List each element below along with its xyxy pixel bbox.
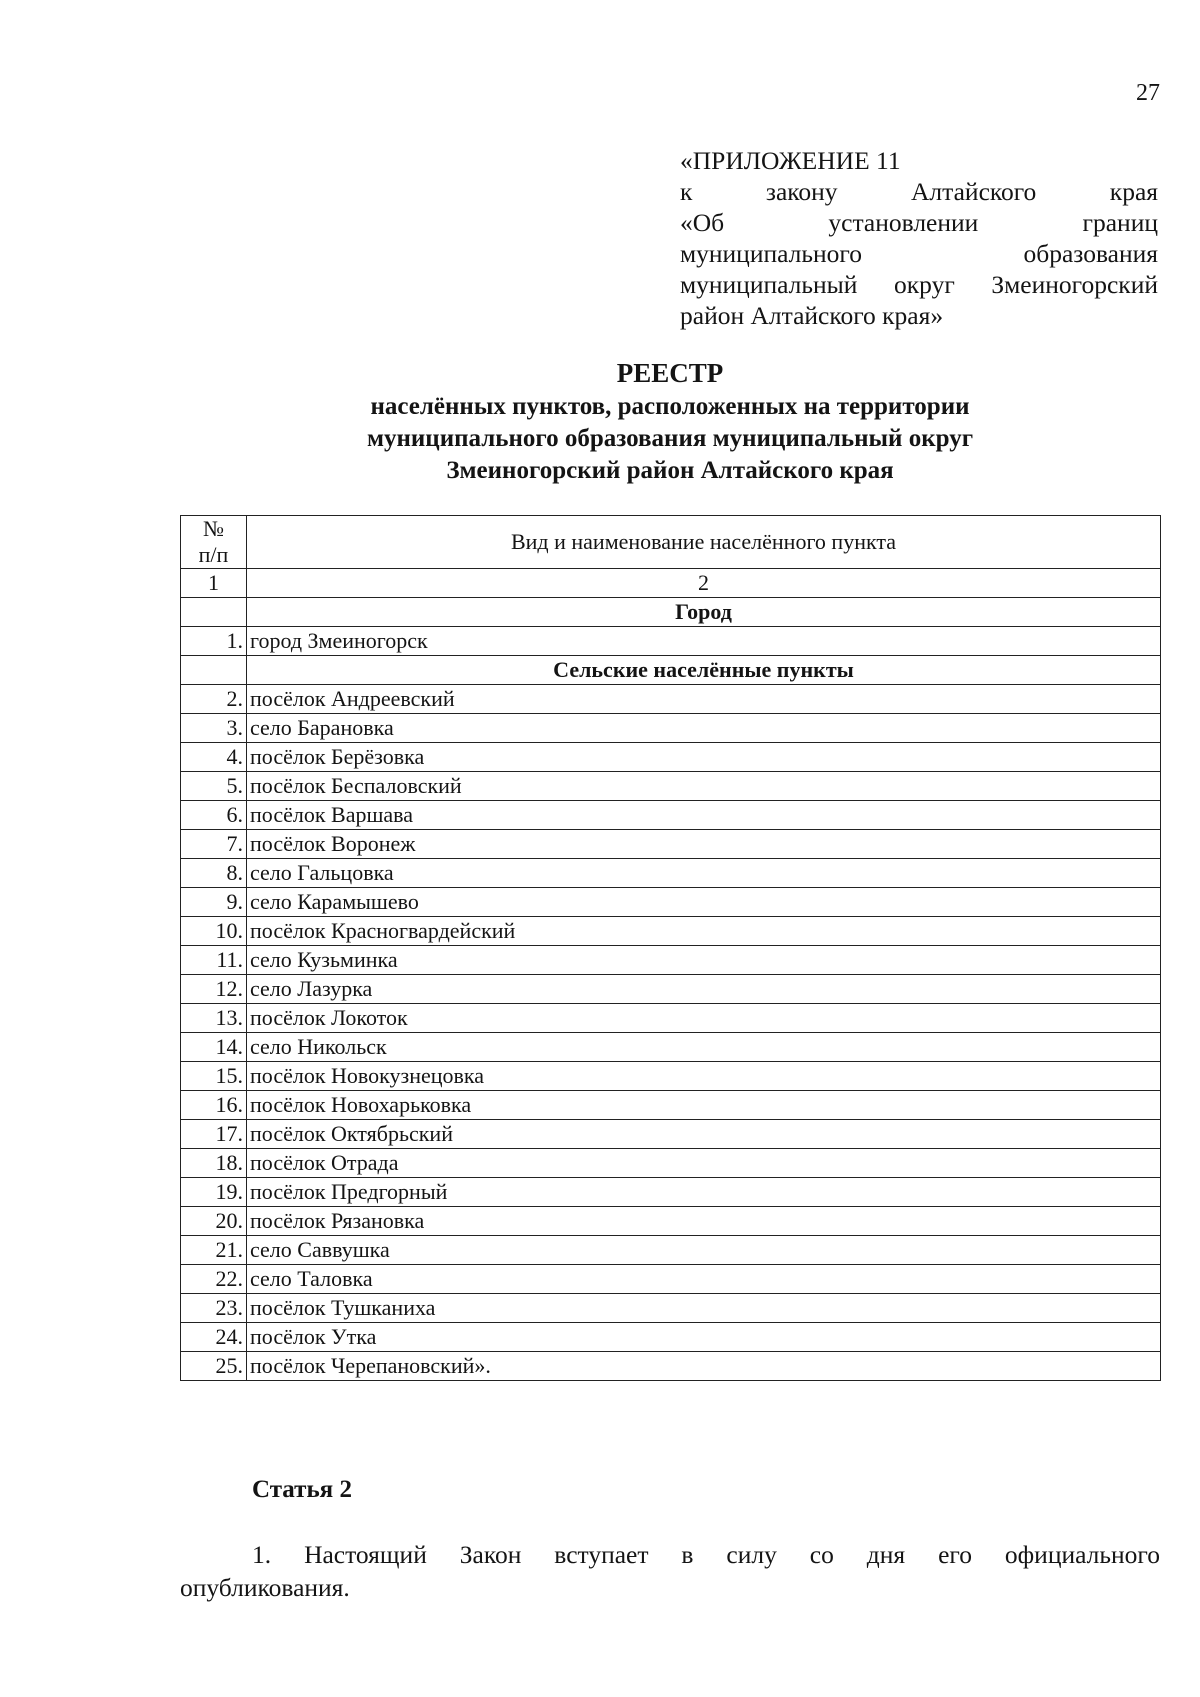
row-number: 13. [181, 1004, 247, 1033]
table-row [181, 1033, 1161, 1062]
row-number: 21. [181, 1236, 247, 1265]
article-heading: Статья 2 [252, 1476, 352, 1503]
table-header-row [181, 516, 1161, 569]
settlement-name: посёлок Воронеж [247, 830, 1161, 859]
table-row [181, 859, 1161, 888]
empty-cell [181, 598, 247, 627]
registry-title-line: Змеиногорский район Алтайского края [446, 457, 894, 484]
settlement-name: село Карамышево [247, 888, 1161, 917]
settlement-name: посёлок Красногвардейский [247, 917, 1161, 946]
settlement-name: село Таловка [247, 1265, 1161, 1294]
row-number: 7. [181, 830, 247, 859]
column-number: 2 [247, 569, 1161, 598]
header-name: Вид и наименование населённого пункта [247, 516, 1161, 569]
row-number: 4. [181, 743, 247, 772]
settlement-name: посёлок Новохарьковка [247, 1091, 1161, 1120]
settlement-name: село Лазурка [247, 975, 1161, 1004]
table-row [181, 714, 1161, 743]
table-row [181, 946, 1161, 975]
settlement-name: посёлок Тушканиха [247, 1294, 1161, 1323]
settlement-name: посёлок Рязановка [247, 1207, 1161, 1236]
settlement-name: село Кузьминка [247, 946, 1161, 975]
column-number-row [181, 569, 1161, 598]
row-number: 18. [181, 1149, 247, 1178]
table-row [181, 917, 1161, 946]
row-number: 16. [181, 1091, 247, 1120]
appendix-line: к закону Алтайского края [680, 177, 1158, 206]
appendix-line: «ПРИЛОЖЕНИЕ 11 [680, 146, 901, 175]
row-number: 3. [181, 714, 247, 743]
table-row [181, 830, 1161, 859]
appendix-line: муниципального образования [680, 239, 1158, 268]
row-number: 17. [181, 1120, 247, 1149]
row-number: 1. [181, 627, 247, 656]
settlement-name: посёлок Андреевский [247, 685, 1161, 714]
row-number: 20. [181, 1207, 247, 1236]
table-row [181, 685, 1161, 714]
section-row-rural [181, 656, 1161, 685]
table-row [181, 1207, 1161, 1236]
table-row [181, 1091, 1161, 1120]
row-number: 10. [181, 917, 247, 946]
table-row [181, 1265, 1161, 1294]
settlement-name: посёлок Локоток [247, 1004, 1161, 1033]
appendix-note [680, 145, 1158, 331]
settlement-name: посёлок Черепановский». [247, 1352, 1161, 1381]
table-row [181, 1323, 1161, 1352]
settlement-name: село Никольск [247, 1033, 1161, 1062]
settlement-name: посёлок Варшава [247, 801, 1161, 830]
table-row [181, 772, 1161, 801]
row-number: 14. [181, 1033, 247, 1062]
row-number: 19. [181, 1178, 247, 1207]
row-number: 22. [181, 1265, 247, 1294]
header-number-abbr: п/п [198, 542, 229, 567]
table-row [181, 888, 1161, 917]
empty-cell [181, 656, 247, 685]
settlements-table [180, 515, 1161, 1381]
settlement-name: село Барановка [247, 714, 1161, 743]
registry-title-line: населённых пунктов, расположенных на территории [370, 393, 970, 420]
paragraph-line: 1. Настоящий Закон вступает в силу со дня его официального [252, 1540, 1160, 1569]
settlement-name: посёлок Новокузнецовка [247, 1062, 1161, 1091]
row-number: 11. [181, 946, 247, 975]
settlement-name: город Змеиногорск [247, 627, 1161, 656]
table-row [181, 1062, 1161, 1091]
column-number: 1 [181, 569, 247, 598]
settlement-name: посёлок Берёзовка [247, 743, 1161, 772]
registry-title-line: муниципального образования муниципальный округ [366, 425, 974, 452]
row-number: 24. [181, 1323, 247, 1352]
table-row [181, 743, 1161, 772]
table-row [181, 1294, 1161, 1323]
table-row [181, 1236, 1161, 1265]
row-number: 8. [181, 859, 247, 888]
section-title-rural: Сельские населённые пункты [247, 656, 1161, 685]
row-number: 5. [181, 772, 247, 801]
table-row [181, 1352, 1161, 1381]
table-row [181, 1178, 1161, 1207]
table-row [181, 1120, 1161, 1149]
row-number: 12. [181, 975, 247, 1004]
appendix-line: «Об установлении границ [680, 208, 1158, 237]
row-number: 25. [181, 1352, 247, 1381]
appendix-line: район Алтайского края» [680, 301, 944, 330]
header-number-symbol: № [203, 516, 224, 541]
row-number: 15. [181, 1062, 247, 1091]
registry-title-main: РЕЕСТР [616, 358, 724, 388]
section-row-city [181, 598, 1161, 627]
table-row [181, 1149, 1161, 1178]
settlement-name: посёлок Утка [247, 1323, 1161, 1352]
settlement-name: посёлок Предгорный [247, 1178, 1161, 1207]
table-row [181, 975, 1161, 1004]
settlement-name: посёлок Октябрьский [247, 1120, 1161, 1149]
article-paragraph [180, 1538, 1160, 1604]
table-row [181, 1004, 1161, 1033]
settlement-name: посёлок Отрада [247, 1149, 1161, 1178]
appendix-line: муниципальный округ Змеиногорский [680, 270, 1158, 299]
header-number [181, 516, 247, 569]
registry-title [180, 355, 1160, 487]
row-number: 9. [181, 888, 247, 917]
section-title-city: Город [247, 598, 1161, 627]
settlement-name: село Саввушка [247, 1236, 1161, 1265]
row-number: 6. [181, 801, 247, 830]
row-number: 2. [181, 685, 247, 714]
settlement-name: село Гальцовка [247, 859, 1161, 888]
table-row [181, 801, 1161, 830]
table-row [181, 627, 1161, 656]
row-number: 23. [181, 1294, 247, 1323]
settlement-name: посёлок Беспаловский [247, 772, 1161, 801]
paragraph-line: опубликования. [180, 1573, 350, 1602]
page-number: 27 [1136, 80, 1160, 106]
